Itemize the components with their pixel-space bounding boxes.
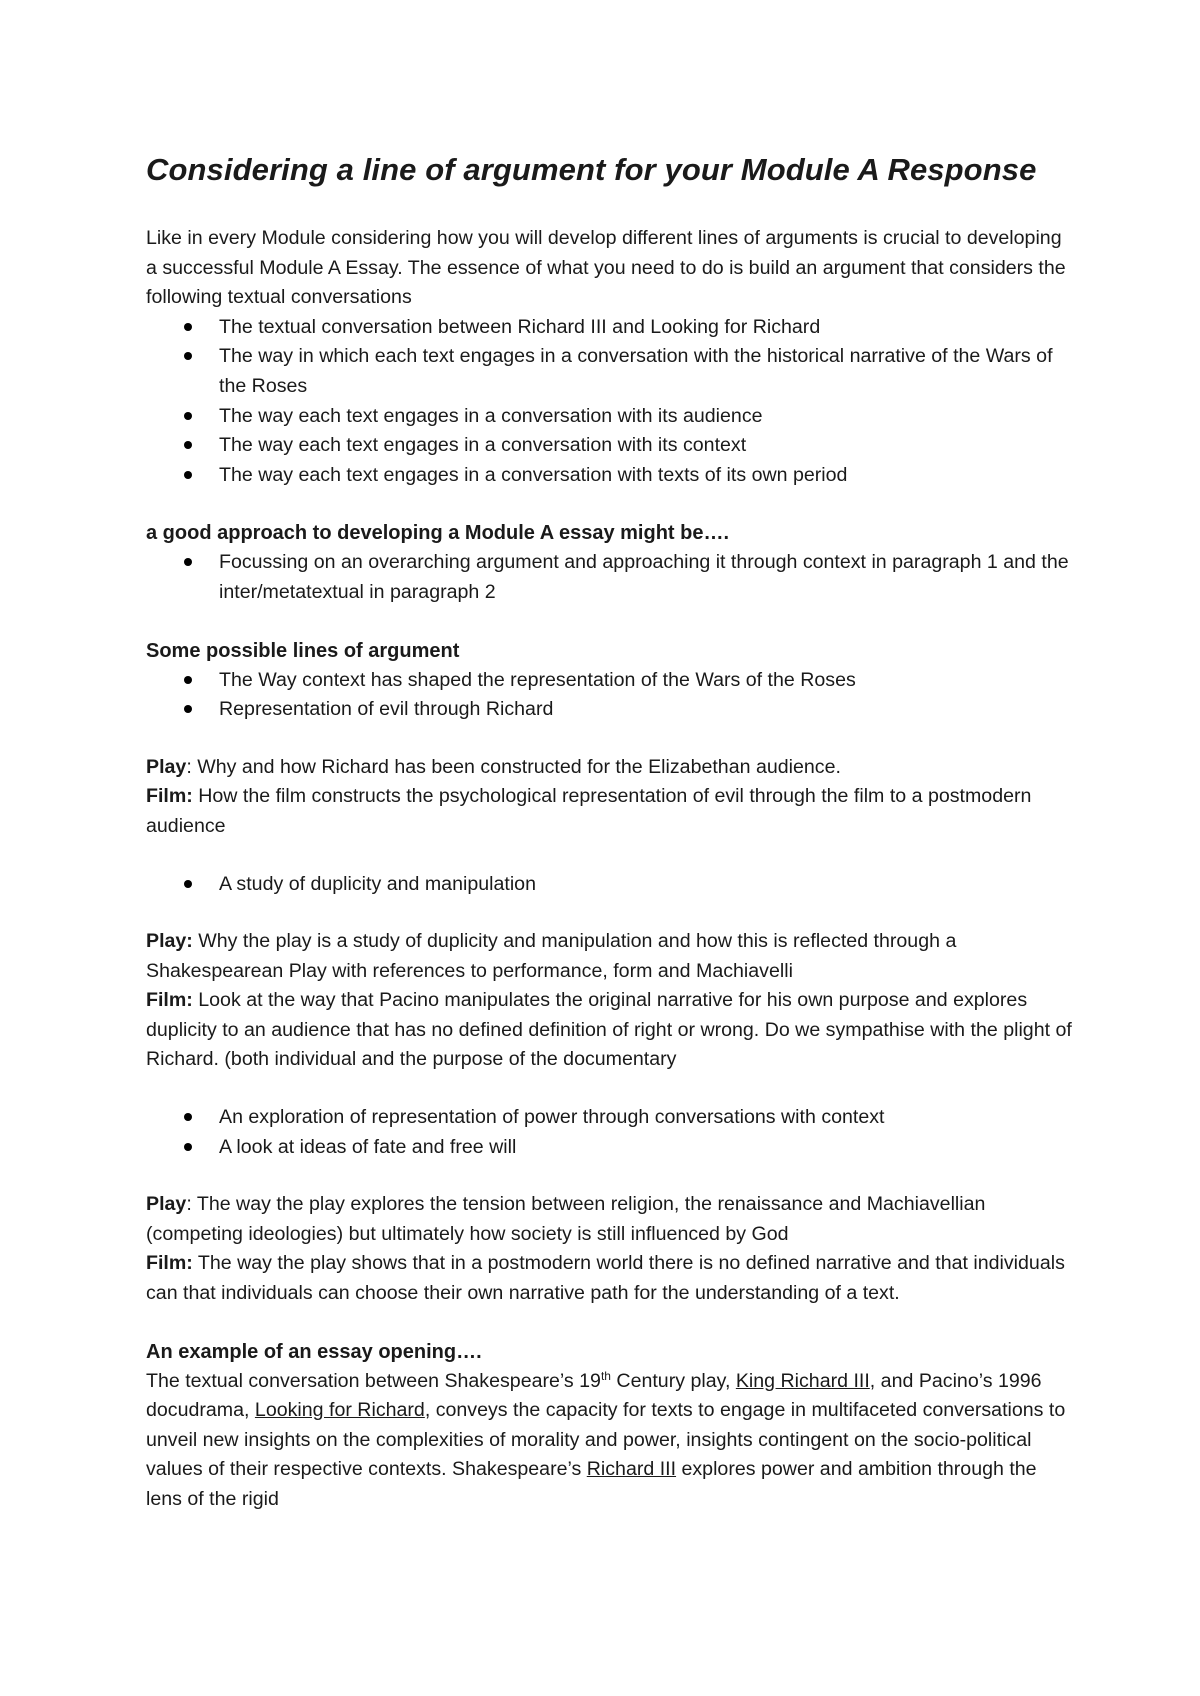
bullet-icon	[184, 1143, 192, 1151]
bullet-icon	[184, 441, 192, 449]
text-title: Looking for Richard	[254, 1399, 425, 1422]
play-paragraph: Play: Why the play is a study of duplicity and manipulation and how this is reflected through a Shakespearean Play with references to performance, form and Machiavelli	[146, 930, 957, 982]
document-title: Considering a line of argument for your Module A Response	[146, 152, 1037, 187]
example-section	[146, 1337, 1076, 1515]
list-item: The way each text engages in a conversation with its audience	[146, 402, 1076, 432]
text-title: King Richard III	[735, 1369, 870, 1392]
intro-section	[146, 224, 1076, 490]
list-item: The textual conversation between Richard III and Looking for Richard	[146, 313, 1076, 343]
list-item: The Way context has shaped the representation of the Wars of the Roses	[146, 666, 1076, 696]
play-paragraph: Play: Why and how Richard has been constructed for the Elizabethan audience.	[146, 755, 841, 778]
list-item: Focussing on an overarching argument and approaching it through context in paragraph 1 and the inter/metatextual in paragraph 2	[146, 548, 1076, 607]
evil-section	[146, 753, 1076, 842]
film-paragraph: Film: The way the play shows that in a postmodern world there is no defined narrative and that individuals can that individuals can choose their own narrative path for the understanding of a text.	[146, 1252, 1065, 1305]
approach-heading: a good approach to developing a Module A essay might be….	[146, 522, 730, 545]
play-paragraph: Play: The way the play explores the tension between religion, the renaissance and Machiavellian (competing ideologies) but ultimately how society is still influenced by God	[146, 1193, 986, 1245]
list-item: Representation of evil through Richard	[146, 695, 1076, 725]
bullet-icon	[184, 1113, 192, 1121]
example-paragraph: The textual conversation between Shakespeare’s 19th Century play, King Richard III, and Pacino’s 1996 docudrama, Looking for Richard, conveys the capacity for texts to engage in multifaceted conversations to unveil new insights on the complexities of morality and power, insights contingent on the socio-political values of their respective contexts. Shakespeare’s Richard III explores power and ambition through the lens of the rigid	[146, 1368, 1066, 1510]
lines-heading: Some possible lines of argument	[146, 639, 460, 662]
bullet-icon	[184, 352, 192, 360]
film-paragraph: Film: Look at the way that Pacino manipulates the original narrative for his own purpose and explores duplicity to an audience that has no defined definition of right or wrong. Do we sympathise with the plight of Richard. (both individual and the purpose of the documentary	[146, 989, 1072, 1071]
film-label: Film:	[146, 989, 193, 1012]
intro-paragraph: Like in every Module considering how you will develop different lines of arguments is crucial to developing a successful Module A Essay. The essence of what you need to do is build an argument that considers the following textual conversations	[146, 227, 1066, 309]
power-list	[146, 1103, 1076, 1162]
list-item: The way each text engages in a conversation with its context	[146, 431, 1076, 461]
list-item: A study of duplicity and manipulation	[146, 870, 1076, 900]
document-body	[146, 150, 1076, 1515]
bullet-icon	[184, 676, 192, 684]
lines-list	[146, 666, 1076, 725]
list-item: An exploration of representation of power through conversations with context	[146, 1103, 1076, 1133]
play-label: Play	[146, 755, 187, 778]
play-label: Play	[146, 1193, 187, 1216]
list-item: The way in which each text engages in a conversation with the historical narrative of the Wars of the Roses	[146, 342, 1076, 401]
approach-section	[146, 518, 1076, 607]
film-label: Film:	[146, 785, 193, 808]
list-item: A look at ideas of fate and free will	[146, 1133, 1076, 1163]
text-title: Richard III	[586, 1458, 677, 1481]
bullet-icon	[184, 880, 192, 888]
duplicity-section	[146, 870, 1076, 900]
duplicity-notes	[146, 927, 1076, 1075]
bullet-icon	[184, 412, 192, 420]
bullet-icon	[184, 323, 192, 331]
approach-list	[146, 548, 1076, 607]
power-section	[146, 1103, 1076, 1162]
film-paragraph: Film: How the film constructs the psychological representation of evil through the film to a postmodern audience	[146, 785, 1032, 837]
bullet-icon	[184, 558, 192, 566]
bullet-icon	[184, 705, 192, 713]
list-item: The way each text engages in a conversation with texts of its own period	[146, 461, 1076, 491]
lines-section	[146, 636, 1076, 725]
duplicity-list	[146, 870, 1076, 900]
power-notes	[146, 1190, 1076, 1308]
example-heading: An example of an essay opening….	[146, 1340, 482, 1363]
bullet-icon	[184, 471, 192, 479]
conversations-list	[146, 313, 1076, 491]
play-label: Play:	[146, 930, 193, 953]
film-label: Film:	[146, 1252, 193, 1275]
